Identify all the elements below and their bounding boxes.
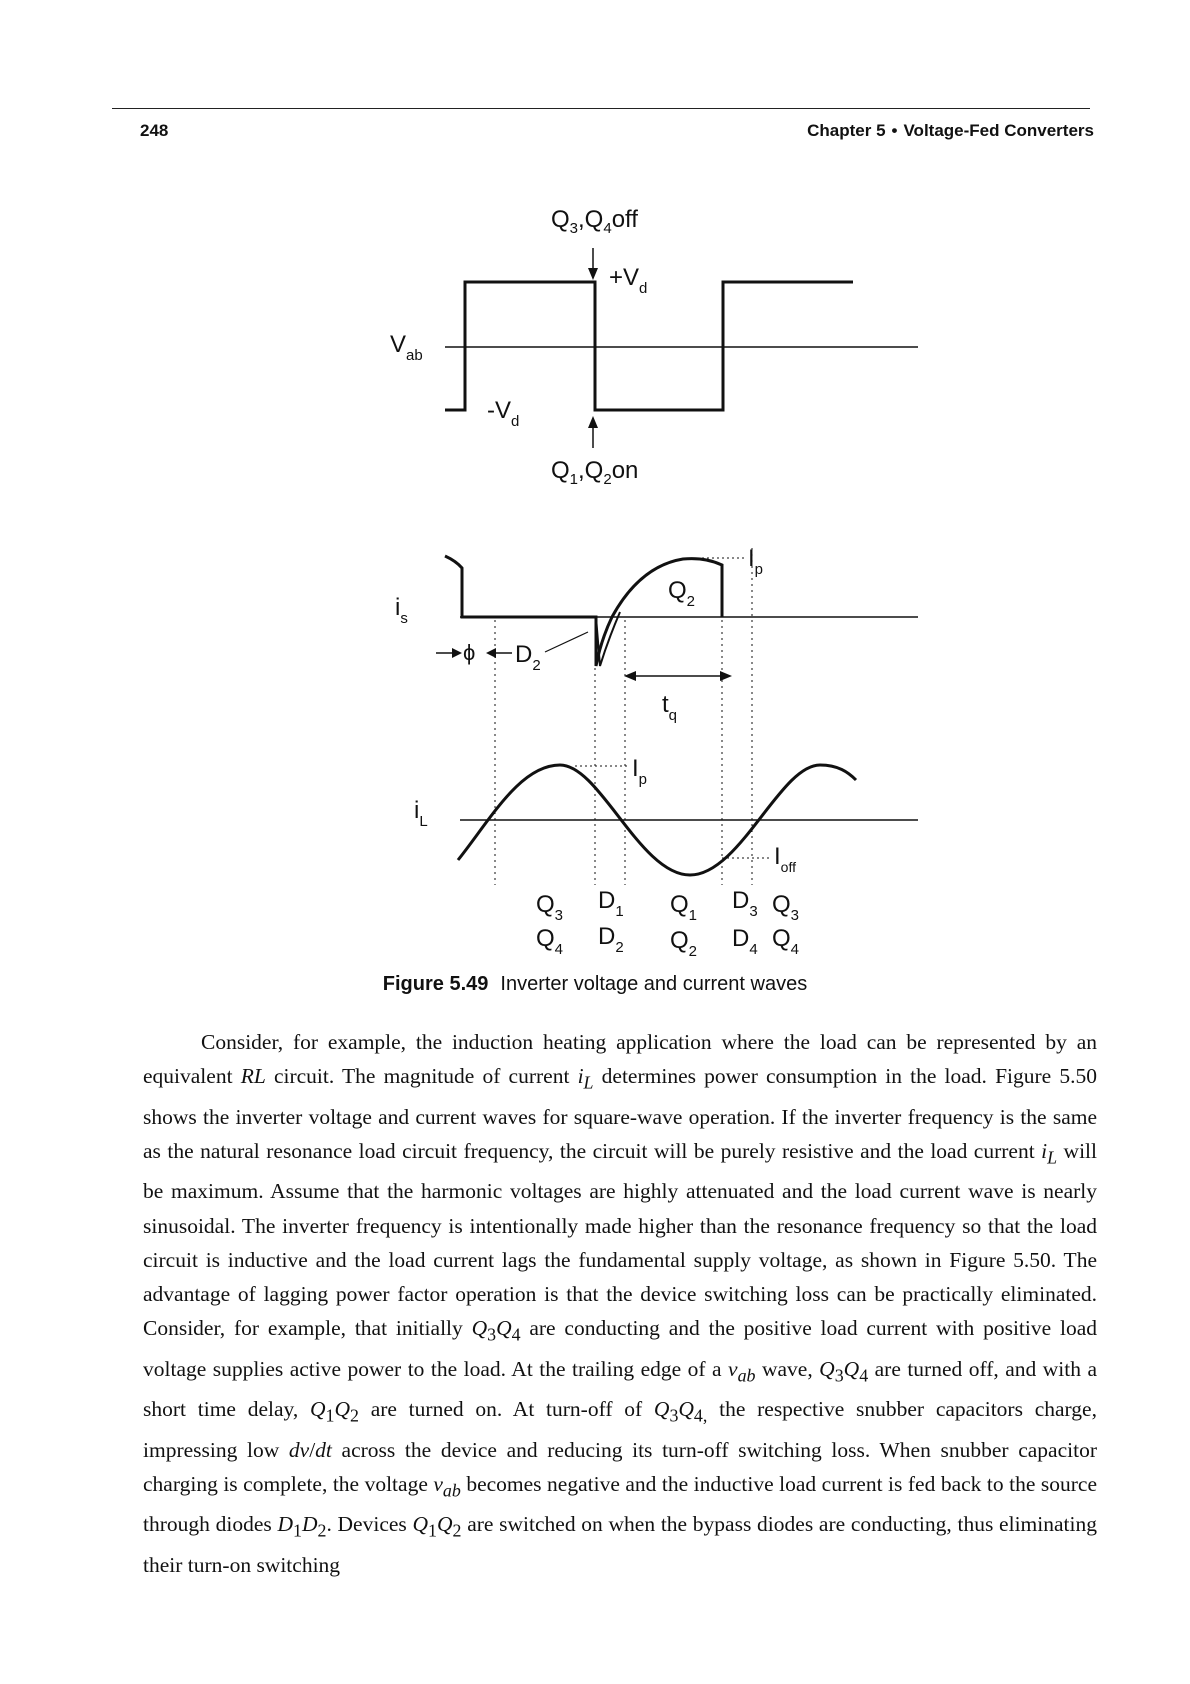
page-number: 248 xyxy=(140,121,169,140)
is-label: $i_s$ xyxy=(395,594,408,627)
phi-label: ϕ xyxy=(463,640,476,665)
figure-title: Inverter voltage and current waves xyxy=(500,973,808,995)
vab-waveform xyxy=(390,206,918,488)
q1q2-on-label: $Q_1,Q_2on$ xyxy=(551,457,639,488)
is-current-wave xyxy=(445,556,722,666)
q3q4-off-arrowhead xyxy=(588,268,598,280)
figure-caption xyxy=(0,973,1190,996)
il-waveform xyxy=(414,755,918,875)
body-paragraph: Consider, for example, the induction heating application where the load can be represented by an equivalent RL circuit. The magnitude of current $i_L$ determines power consumption in the load. Figure 5.50 shows the inverter voltage and current waves for square-wave operation. If the inverter frequency is the same as the natural resonance load circuit frequency, the circuit will be purely resistive and the load current $i_L$ will be maximum. Assume that the harmonic voltages are highly attenuated and the load current wave is nearly sinusoidal. The inverter frequency is intentionally made higher than the resonance frequency so that the load circuit is inductive and the load current lags the fundamental supply voltage, as shown in Figure 5.50. The advantage of lagging power factor operation is that the device switching loss can be practically eliminated. Consider, for example, that initially $Q_3Q_4$ are conducting and the positive load current with positive load voltage supplies active power to the load. At the trailing edge of a $v_{ab}$ wave, $Q_3Q_4$ are turned off, and with a short time delay, $Q_1Q_2$ are turned on. At turn-off of $Q_3Q_{4,}$ the respective snubber capacitors charge, impressing low dv/dt across the device and reducing its turn-off switching loss. When snubber capacitor charging is complete, the voltage $v_{ab}$ becomes negative and the inductive load current is fed back to the source through diodes $D_1D_2$. Devices $Q_1Q_2$ are switched on when the bypass diodes are conducting, thus eliminating their turn-on switching xyxy=(143,1030,1097,1577)
chapter-number: Chapter 5 xyxy=(807,121,886,140)
row2-device-3: $Q_2$ xyxy=(670,927,698,960)
is-waveform xyxy=(395,545,918,724)
il-peak-label: $I_p$ xyxy=(632,755,648,788)
chapter-title: Voltage-Fed Converters xyxy=(903,121,1094,140)
phi-arrowhead-left xyxy=(452,648,462,658)
row2-device-4: $D_4$ xyxy=(732,925,758,958)
device-labels xyxy=(536,887,799,960)
header-separator: • xyxy=(891,121,898,140)
vab-square-wave xyxy=(445,282,853,410)
plus-vd-label: $+V_d$ xyxy=(609,264,648,297)
d2-spike xyxy=(596,612,620,666)
d2-label: $D_2$ xyxy=(515,641,541,674)
row1-device-5: $Q_3$ xyxy=(772,891,800,924)
row1-device-1: $Q_3$ xyxy=(536,891,564,924)
tq-arrowhead-left xyxy=(624,671,636,681)
d2-pointer xyxy=(545,632,588,652)
row2-device-1: $Q_4$ xyxy=(536,925,564,958)
is-peak-label: $I_p$ xyxy=(748,545,764,578)
body-text xyxy=(143,1025,1097,1582)
figure-number: Figure 5.49 xyxy=(382,973,489,995)
il-label: $i_L$ xyxy=(414,797,428,830)
minus-vd-label: $-V_d$ xyxy=(487,397,520,430)
q1q2-on-arrowhead xyxy=(588,416,598,428)
row1-device-2: $D_1$ xyxy=(598,887,624,920)
ioff-label: $I_{off}$ xyxy=(774,843,796,875)
tq-label: $t_q$ xyxy=(662,691,678,724)
vab-label: $V_{ab}$ xyxy=(390,331,423,364)
q2-label: $Q_2$ xyxy=(668,577,696,610)
row1-device-3: $Q_1$ xyxy=(670,891,698,924)
row2-device-5: $Q_4$ xyxy=(772,925,800,958)
row2-device-2: $D_2$ xyxy=(598,923,624,956)
q3q4-off-label: $Q_3,Q_4off$ xyxy=(551,206,638,237)
row1-device-4: $D_3$ xyxy=(732,887,758,920)
